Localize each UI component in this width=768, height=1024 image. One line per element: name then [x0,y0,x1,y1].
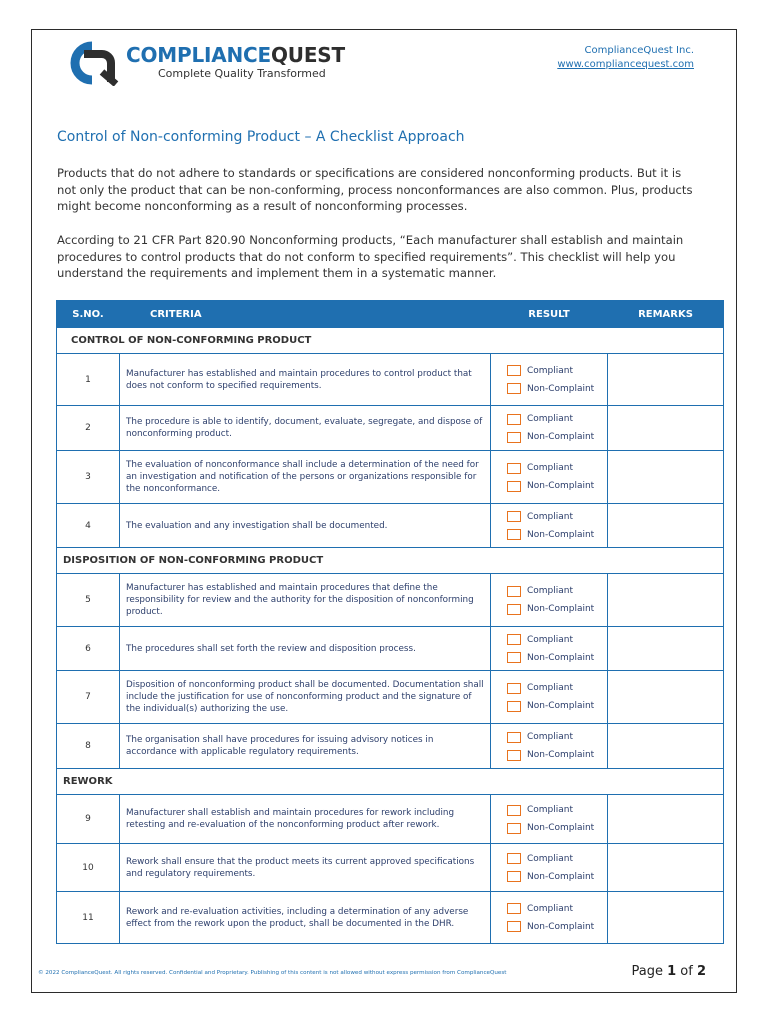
table-row [57,451,724,504]
remarks-cell[interactable] [608,451,724,504]
remarks-cell[interactable] [608,406,724,451]
regulation-paragraph: According to 21 CFR Part 820.90 Nonconforming products, “Each manufacturer shall establish and maintain procedures to control products that do not conform to specified requirements”. This checklist will help you understand the requirements and implement them in a systematic manner. [57,233,684,280]
result-cell [491,574,608,627]
noncompliant-label: Non-Complaint [527,652,595,663]
brand-tagline: Complete Quality Transformed [158,67,326,80]
noncompliant-label: Non-Complaint [527,604,595,614]
noncompliant-option[interactable] [507,868,607,886]
table-row [57,892,724,944]
noncompliant-label: Non-Complaint [527,432,595,442]
noncompliant-checkbox[interactable] [507,383,521,394]
result-cell [491,892,608,944]
remarks-cell[interactable] [608,671,724,724]
compliant-checkbox[interactable] [507,732,521,743]
document-title: Control of Non-conforming Product – A Checklist Approach [57,129,465,145]
compliant-checkbox[interactable] [507,683,521,694]
row-criteria: The procedure is able to identify, document, evaluate, segregate, and dispose of nonconforming product. [120,406,491,451]
compliant-checkbox[interactable] [507,903,521,914]
noncompliant-label: Non-Complaint [527,481,595,491]
compliant-label: Compliant [527,511,574,522]
noncompliant-option[interactable] [507,477,607,495]
result-cell [491,671,608,724]
compliant-option[interactable] [507,459,607,477]
row-criteria: Rework shall ensure that the product meets its current approved specifications and regulatory requirements. [120,844,491,892]
result-cell [491,504,608,548]
header-result: RESULT [491,301,608,328]
row-criteria: The evaluation and any investigation shall be documented. [120,504,491,548]
remarks-cell[interactable] [608,795,724,844]
result-cell [491,724,608,769]
row-sno: 11 [57,892,120,944]
company-info [557,44,694,72]
row-sno: 9 [57,795,120,844]
noncompliant-label: Non-Complaint [527,871,595,882]
noncompliant-option[interactable] [507,746,607,764]
company-name: ComplianceQuest Inc. [584,45,694,56]
compliant-label: Compliant [527,634,574,645]
brand-part2: QUEST [270,43,345,67]
compliant-option[interactable] [507,582,607,600]
noncompliant-option[interactable] [507,526,607,544]
compliant-label: Compliant [527,805,574,815]
section-title: DISPOSITION OF NON-CONFORMING PRODUCT [57,548,724,574]
table-row [57,627,724,671]
noncompliant-option[interactable] [507,428,607,446]
noncompliant-option[interactable] [507,918,607,936]
row-criteria: Rework and re-evaluation activities, including a determination of any adverse effect from the rework upon the product, shall be documented in the DHR. [120,892,491,944]
compliant-option[interactable] [507,801,607,819]
remarks-cell[interactable] [608,574,724,627]
remarks-cell[interactable] [608,724,724,769]
noncompliant-checkbox[interactable] [507,604,521,615]
footer-copyright: © 2022 ComplianceQuest. All rights reserved. Confidential and Proprietary. Publishing of this content is not allowed without express permission from ComplianceQuest [38,970,507,976]
noncompliant-label: Non-Complaint [527,701,595,711]
noncompliant-checkbox[interactable] [507,750,521,761]
row-criteria: The procedures shall set forth the review and disposition process. [120,627,491,671]
result-cell [491,451,608,504]
header-remarks: REMARKS [608,301,724,328]
remarks-cell[interactable] [608,844,724,892]
brand-part1: COMPLIANCE [126,43,271,67]
row-sno: 6 [57,627,120,671]
row-sno: 3 [57,451,120,504]
noncompliant-label: Non-Complaint [527,823,595,833]
noncompliant-option[interactable] [507,380,607,398]
checklist-body [57,328,724,944]
compliant-option[interactable] [507,728,607,746]
noncompliant-checkbox[interactable] [507,432,521,443]
header-criteria: CRITERIA [120,301,491,328]
header-sno: S.NO. [57,301,120,328]
compliant-label: Compliant [527,414,574,424]
noncompliant-label: Non-Complaint [527,921,595,932]
noncompliant-checkbox[interactable] [507,701,521,712]
remarks-cell[interactable] [608,354,724,406]
row-sno: 8 [57,724,120,769]
table-row [57,724,724,769]
compliant-label: Compliant [527,732,574,742]
table-row [57,574,724,627]
row-criteria: Disposition of nonconforming product shall be documented. Documentation shall include the justification for use of nonconforming product and the signature of the individual(s) authorizing the use. [120,671,491,724]
row-criteria: Manufacturer has established and maintain procedures that define the responsibility for review and the authority for the disposition of nonconforming product. [120,574,491,627]
compliant-checkbox[interactable] [507,853,521,864]
noncompliant-label: Non-Complaint [527,750,595,760]
compliant-option[interactable] [507,850,607,868]
checklist-table [56,300,724,944]
company-url-link[interactable]: www.compliancequest.com [557,59,694,70]
compliant-option[interactable] [507,631,607,649]
row-criteria: The evaluation of nonconformance shall include a determination of the need for an investigation and notification of the persons or organizations responsible for the nonconformance. [120,451,491,504]
compliant-checkbox[interactable] [507,511,521,522]
noncompliant-label: Non-Complaint [527,383,595,394]
result-cell [491,844,608,892]
table-header-row [57,301,724,328]
noncompliant-checkbox[interactable] [507,871,521,882]
result-cell [491,627,608,671]
page-current: 1 [667,964,677,979]
company-logo [62,40,362,86]
table-row [57,354,724,406]
compliant-option[interactable] [507,362,607,380]
noncompliant-label: Non-Complaint [527,529,595,540]
compliant-label: Compliant [527,463,574,473]
noncompliant-checkbox[interactable] [507,823,521,834]
row-sno: 1 [57,354,120,406]
row-sno: 2 [57,406,120,451]
table-row [57,504,724,548]
row-sno: 5 [57,574,120,627]
row-criteria: Manufacturer shall establish and maintain procedures for rework including retesting and re-evaluation of the nonconforming product after rework. [120,795,491,844]
row-sno: 4 [57,504,120,548]
compliant-label: Compliant [527,903,574,914]
noncompliant-option[interactable] [507,600,607,618]
row-sno: 7 [57,671,120,724]
result-cell [491,406,608,451]
row-criteria: Manufacturer has established and maintain procedures to control product that does not conform to specified requirements. [120,354,491,406]
cq-logo-icon [62,40,120,86]
compliant-checkbox[interactable] [507,586,521,597]
table-row [57,671,724,724]
noncompliant-checkbox[interactable] [507,481,521,492]
section-title: REWORK [57,769,724,795]
compliant-label: Compliant [527,365,574,376]
compliant-label: Compliant [527,683,574,693]
row-sno: 10 [57,844,120,892]
page-of: of [680,964,693,979]
remarks-cell[interactable] [608,504,724,548]
compliant-label: Compliant [527,853,574,864]
compliant-option[interactable] [507,679,607,697]
row-criteria: The organisation shall have procedures for issuing advisory notices in accordance with applicable regulatory requirements. [120,724,491,769]
remarks-cell[interactable] [608,627,724,671]
compliant-option[interactable] [507,900,607,918]
noncompliant-option[interactable] [507,697,607,715]
section-row [57,769,724,795]
noncompliant-checkbox[interactable] [507,652,521,663]
table-row [57,406,724,451]
table-row [57,795,724,844]
compliant-checkbox[interactable] [507,414,521,425]
page-total: 2 [696,964,706,979]
section-title: CONTROL OF NON-CONFORMING PRODUCT [57,328,724,354]
noncompliant-checkbox[interactable] [507,529,521,540]
compliant-option[interactable] [507,410,607,428]
result-cell [491,354,608,406]
compliant-checkbox[interactable] [507,805,521,816]
intro-paragraph: Products that do not adhere to standards or specifications are considered nonconforming products. But it is not only the product that can be non-conforming, process nonconformances are also common. Plus, products might become nonconforming as a result of nonconforming processes. [57,166,693,213]
page-word: Page [631,964,663,979]
page-number [631,964,706,979]
compliant-option[interactable] [507,508,607,526]
remarks-cell[interactable] [608,892,724,944]
section-row [57,548,724,574]
compliant-label: Compliant [527,586,574,596]
compliant-checkbox[interactable] [507,634,521,645]
brand-wordmark [126,44,345,66]
section-row [57,328,724,354]
compliant-checkbox[interactable] [507,463,521,474]
compliant-checkbox[interactable] [507,365,521,376]
result-cell [491,795,608,844]
noncompliant-option[interactable] [507,649,607,667]
noncompliant-checkbox[interactable] [507,921,521,932]
noncompliant-option[interactable] [507,819,607,837]
table-row [57,844,724,892]
